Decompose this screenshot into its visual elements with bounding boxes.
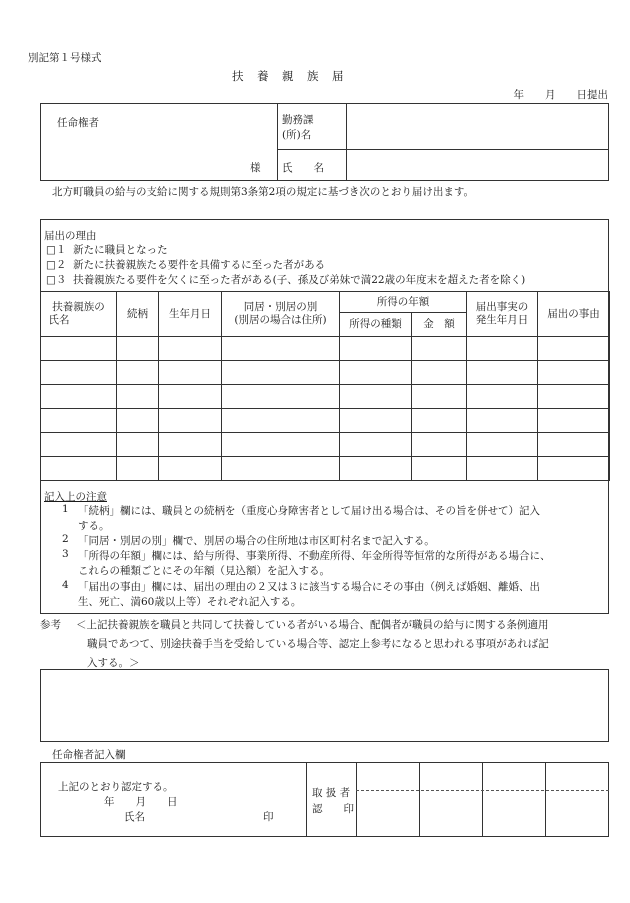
intro-text: 北方町職員の給与の支給に関する規則第3条第2項の規定に基づき次のとおり届け出ます。 xyxy=(52,186,475,198)
reason-item-3[interactable] xyxy=(46,272,525,287)
note-line: 「同居・別居の別」欄で、別居の場合の住所地は市区町村名まで記入する。 xyxy=(78,535,435,547)
col-header-fact-date: 届出事実の 発生年月日 xyxy=(467,292,538,337)
seal-mark: 印 xyxy=(263,811,274,823)
note-line: する。 xyxy=(78,520,110,532)
form-number: 別記第１号様式 xyxy=(28,52,102,64)
col-header-birth: 生年月日 xyxy=(159,292,222,337)
reason-item-1[interactable] xyxy=(46,242,168,257)
note-line: 生、死亡、満60歳以上等）それぞれ記入する。 xyxy=(78,596,302,608)
reason-text: 扶養親族たる要件を欠くに至った者がある(子、孫及び弟妹で満22歳の年度末を超えた者を除く) xyxy=(73,274,526,286)
note-line: 「所得の年額」欄には、給与所得、事業所得、不動産所得、年金所得等恒常的な所得がある場合に、 xyxy=(78,550,551,562)
dept-label: 勤務課 xyxy=(282,114,314,126)
dept-field[interactable] xyxy=(349,111,605,145)
note-number: 2 xyxy=(62,533,69,545)
reasons-title: 届出の理由 xyxy=(44,230,97,242)
note-line: これらの種類ごとにその年額（見込額）を記入する。 xyxy=(78,565,330,577)
reason-item-2[interactable] xyxy=(46,257,325,272)
reference-line: 職員であつて、別途扶養手当を受給している場合等、認定上参考になると思われる事項があれば記 xyxy=(87,638,549,650)
col-header-amount: 金 額 xyxy=(412,313,467,337)
handler-label: 取 扱 者 xyxy=(312,787,351,799)
handler-seal-label: 認 印 xyxy=(312,803,354,815)
col-header-relation: 続柄 xyxy=(117,292,159,337)
table-row[interactable] xyxy=(41,433,610,457)
reason-checkbox[interactable]: □３ xyxy=(46,274,67,286)
dependents-table xyxy=(40,291,610,481)
appointer-label: 任命権者 xyxy=(57,117,99,129)
note-line: 「届出の事由」欄には、届出の理由の２又は３に該当する場合にその事由（例えば婚姻、離婚、出 xyxy=(78,581,540,593)
note-line: 「続柄」欄には、職員との続柄を（重度心身障害者として届け出る場合は、その旨を併せて）記入 xyxy=(78,505,540,517)
certify-date: 年 月 日 xyxy=(104,796,178,808)
reference-textarea[interactable] xyxy=(40,669,609,742)
col-header-residence: 同居・別居の別 (別居の場合は住所) xyxy=(222,292,340,337)
table-row[interactable] xyxy=(41,361,610,385)
reference-line: ＜上記扶養親族を職員と共同して扶養している者がいる場合、配偶者が職員の給与に関する条例適用 xyxy=(76,619,549,631)
table-row[interactable] xyxy=(41,457,610,481)
table-row[interactable] xyxy=(41,409,610,433)
reference-line: 入する。＞ xyxy=(87,657,140,669)
col-header-income-type: 所得の種類 xyxy=(340,313,412,337)
note-number: 4 xyxy=(62,579,69,591)
name-field[interactable] xyxy=(349,152,605,178)
appointer-section-title: 任命権者記入欄 xyxy=(52,749,126,761)
col-header-reason: 届出の事由 xyxy=(538,292,610,337)
certify-text: 上記のとおり認定する。 xyxy=(58,781,174,793)
form-title: 扶 養 親 族 届 xyxy=(232,69,345,83)
reason-checkbox[interactable]: □２ xyxy=(46,259,67,271)
reference-label: 参考 xyxy=(40,619,61,631)
certify-name-label: 氏名 xyxy=(124,811,145,823)
note-number: 1 xyxy=(62,503,69,515)
note-number: 3 xyxy=(62,548,69,560)
col-header-name: 扶養親族の 氏名 xyxy=(41,292,117,337)
reason-checkbox[interactable]: □１ xyxy=(46,244,67,256)
dept-label-2: (所)名 xyxy=(282,129,312,141)
submission-date: 年 月 日提出 xyxy=(513,89,608,101)
col-header-income: 所得の年額 xyxy=(340,292,467,313)
reason-text: 新たに職員となった xyxy=(73,244,168,256)
sama-label: 様 xyxy=(250,162,261,174)
table-row[interactable] xyxy=(41,385,610,409)
table-row[interactable] xyxy=(41,337,610,361)
notes-title: 記入上の注意 xyxy=(44,491,107,503)
reason-text: 新たに扶養親族たる要件を具備するに至った者がある xyxy=(73,259,326,271)
name-label: 氏 名 xyxy=(282,162,324,174)
